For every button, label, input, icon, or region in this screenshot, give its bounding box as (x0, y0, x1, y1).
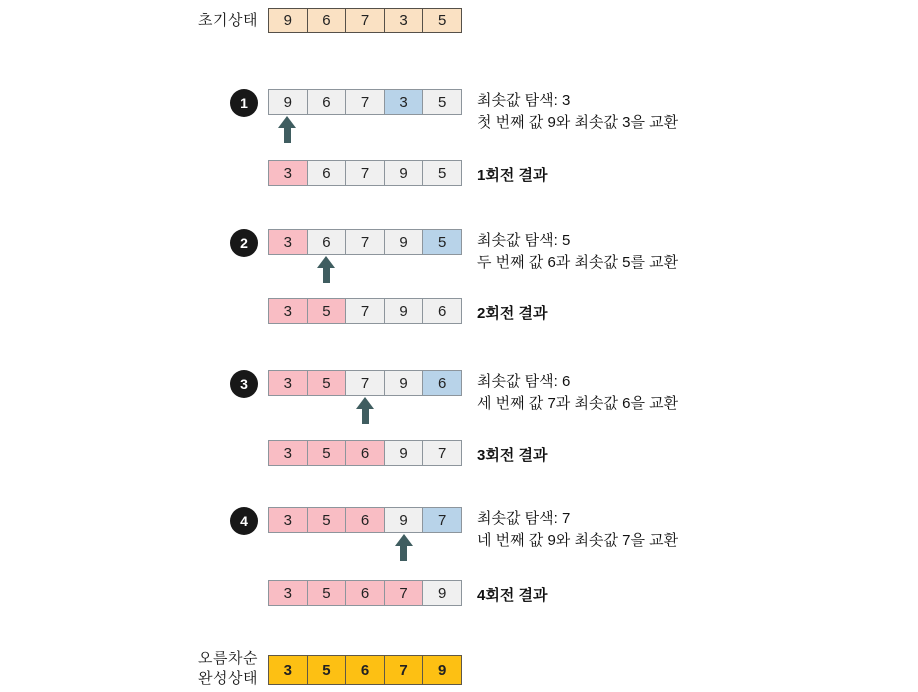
swap-text: 세 번째 값 7과 최솟값 6을 교환 (477, 395, 679, 412)
step-description (477, 371, 678, 415)
array-cell: 5 (422, 8, 462, 33)
step-array (268, 89, 462, 115)
result-label: 1회전 결과 (477, 167, 548, 184)
array-cell: 6 (307, 229, 347, 255)
initial-array (268, 8, 462, 33)
array-cell: 5 (307, 440, 347, 466)
array-cell: 6 (307, 8, 347, 33)
current-position-arrow-icon (278, 116, 296, 144)
array-cell: 7 (384, 655, 424, 685)
step-description (477, 508, 678, 552)
step-number-badge: 3 (230, 370, 258, 398)
result-label: 2회전 결과 (477, 305, 548, 322)
array-cell: 6 (422, 370, 462, 396)
min-search-text: 최솟값 탐색: 6 (477, 373, 571, 390)
array-cell: 3 (268, 440, 308, 466)
array-cell: 7 (345, 229, 385, 255)
swap-text: 첫 번째 값 9와 최솟값 3을 교환 (477, 114, 679, 131)
array-cell: 3 (384, 89, 424, 115)
step-description (477, 90, 678, 134)
array-cell: 3 (268, 507, 308, 533)
array-cell: 5 (307, 298, 347, 324)
array-cell: 7 (384, 580, 424, 606)
array-cell: 7 (345, 370, 385, 396)
array-cell: 7 (345, 8, 385, 33)
array-cell: 6 (307, 89, 347, 115)
array-cell: 7 (422, 507, 462, 533)
array-cell: 7 (345, 89, 385, 115)
array-cell: 6 (422, 298, 462, 324)
array-cell: 3 (268, 160, 308, 186)
array-cell: 5 (307, 370, 347, 396)
step-array (268, 507, 462, 533)
array-cell: 3 (268, 229, 308, 255)
step-description (477, 230, 678, 274)
min-search-text: 최솟값 탐색: 7 (477, 510, 571, 527)
array-cell: 3 (268, 580, 308, 606)
array-cell: 7 (422, 440, 462, 466)
array-cell: 5 (307, 580, 347, 606)
array-cell: 5 (422, 89, 462, 115)
array-cell: 7 (345, 160, 385, 186)
array-cell: 3 (384, 8, 424, 33)
swap-text: 두 번째 값 6과 최솟값 5를 교환 (477, 254, 679, 271)
array-cell: 9 (384, 370, 424, 396)
final-array (268, 655, 462, 685)
array-cell: 9 (384, 298, 424, 324)
array-cell: 9 (384, 507, 424, 533)
min-search-text: 최솟값 탐색: 5 (477, 232, 571, 249)
result-label: 3회전 결과 (477, 447, 548, 464)
array-cell: 3 (268, 298, 308, 324)
array-cell: 9 (422, 580, 462, 606)
array-cell: 3 (268, 370, 308, 396)
array-cell: 9 (422, 655, 462, 685)
initial-state-label: 초기상태 (198, 12, 258, 29)
min-search-text: 최솟값 탐색: 3 (477, 92, 571, 109)
array-cell: 6 (345, 655, 385, 685)
final-state-label-line2: 완성상태 (198, 670, 258, 687)
array-cell: 6 (345, 440, 385, 466)
array-cell: 5 (307, 655, 347, 685)
array-cell: 9 (384, 160, 424, 186)
result-array (268, 160, 462, 186)
step-array (268, 370, 462, 396)
step-array (268, 229, 462, 255)
final-state-label-line1: 오름차순 (198, 650, 258, 667)
result-array (268, 298, 462, 324)
array-cell: 7 (345, 298, 385, 324)
current-position-arrow-icon (356, 397, 374, 425)
result-label: 4회전 결과 (477, 587, 548, 604)
array-cell: 3 (268, 655, 308, 685)
final-state-label (80, 649, 258, 689)
step-number-badge: 4 (230, 507, 258, 535)
current-position-arrow-icon (317, 256, 335, 284)
current-position-arrow-icon (395, 534, 413, 562)
step-number-badge: 2 (230, 229, 258, 257)
array-cell: 6 (345, 507, 385, 533)
step-number-badge: 1 (230, 89, 258, 117)
array-cell: 6 (345, 580, 385, 606)
array-cell: 5 (307, 507, 347, 533)
array-cell: 6 (307, 160, 347, 186)
swap-text: 네 번째 값 9와 최솟값 7을 교환 (477, 532, 679, 549)
result-array (268, 440, 462, 466)
array-cell: 9 (268, 89, 308, 115)
array-cell: 9 (384, 229, 424, 255)
array-cell: 9 (268, 8, 308, 33)
result-array (268, 580, 462, 606)
array-cell: 5 (422, 229, 462, 255)
array-cell: 9 (384, 440, 424, 466)
array-cell: 5 (422, 160, 462, 186)
